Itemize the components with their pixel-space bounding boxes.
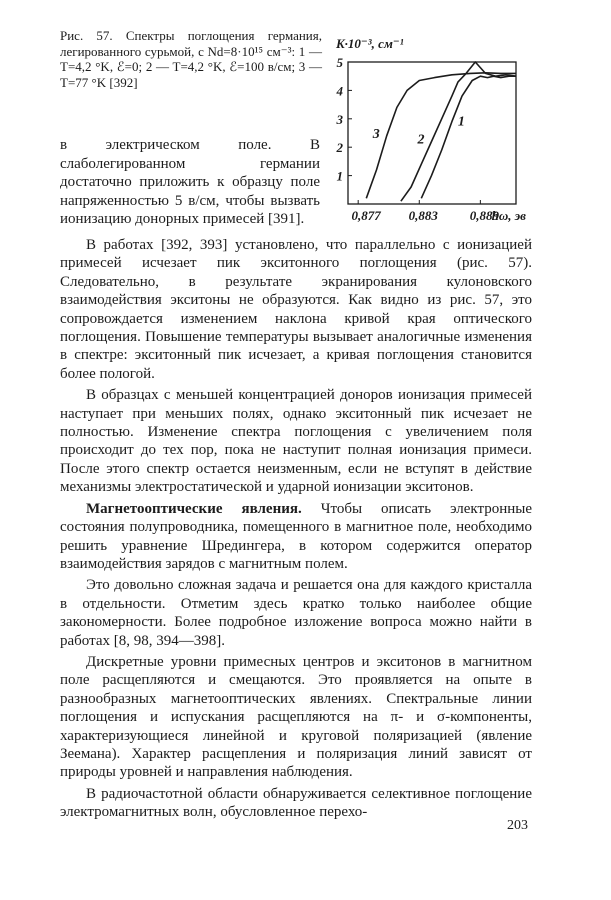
figure-caption: Рис. 57. Спектры поглощения германия, легированного сурьмой, с Nd=8·10¹⁵ см⁻³: 1 — T=4,2 °K, ℰ=0; 2 — T=4,2 °K, ℰ=100 в/см; 3 — T=77 °K [392] xyxy=(60,28,322,90)
chart-labels xyxy=(335,36,526,223)
y-tick-label-4: 4 xyxy=(336,83,343,99)
paragraph-3-text: Чтобы описать электронные состояния полупроводника, помещенного в магнитное поле, необходимо решить уравнение Шредингера, в котором содержится оператор взаимодействия зарядов с магнитным полем. xyxy=(60,500,532,572)
paragraph-5 xyxy=(60,653,532,782)
x-axis-label: ħω, эв xyxy=(491,208,526,223)
page-number: 203 xyxy=(507,818,528,833)
paragraph-2-text: В образцах с меньшей концентрацией доноров ионизация примесей наступает при меньших полях, однако экситонный пик исчезает не полностью. Изменение спектра поглощения с увеличением поля происходит до тех пор, пока не наступит полная ионизация примеси. После этого спектр остается неизменным, если не вступят в действие механизмы электростатической и ударной ионизации экситонов. xyxy=(60,387,532,496)
curve-3 xyxy=(366,73,516,199)
y-tick-label-5: 5 xyxy=(336,55,343,70)
absorption-spectrum-chart xyxy=(326,32,526,228)
side-paragraph: в электрическом поле. В слаболегированном германии достаточно приложить к образцу поле напряженностью 5 в/см, чтобы вызвать ионизацию донорных примесей [391]. xyxy=(60,137,320,227)
x-tick-label-2: 0,889 xyxy=(469,208,499,223)
paragraph-5-text: Дискретные уровни примесных центров и экситонов в магнитном поле расщепляются и смещаются. Это проявляется на опыте в разнообразных магнетооптических явлениях. Спектральные линии поглощения и испускания расщепляются на π- и σ-компоненты, характеризующиеся линейной и круговой поляризацией (явление Зеемана). Характер расщепления и поляризация линий зависят от природы уровней и направления наблюдения. xyxy=(60,653,532,781)
curve-label-3: 3 xyxy=(372,126,380,142)
y-axis-label: K·10⁻³, см⁻¹ xyxy=(336,36,404,51)
y-tick-label-2: 2 xyxy=(336,140,343,156)
paragraph-6-text: В радиочастотной области обнаруживается селективное поглощение электромагнитных волн, обусловленное перехо- xyxy=(60,785,532,821)
paragraph-4 xyxy=(60,576,532,650)
curve-1 xyxy=(421,76,516,198)
x-tick-label-1: 0,883 xyxy=(408,208,438,223)
x-tick-label-0: 0,877 xyxy=(351,208,381,223)
curve-label-2: 2 xyxy=(417,132,425,148)
chart-curves xyxy=(366,62,516,201)
paragraph-1-text: В работах [392, 393] установлено, что параллельно с ионизацией примесей исчезает пик экситонного поглощения (рис. 57). Следовательно, в результате экранирования кулоновского взаимодействия экситоны не образуются. Как видно из рис. 57, это сопровождается изменением наклона кривой края оптического поглощения. Повышение температуры вызывает аналогичные изменения в спектре: экситонный пик исчезает, а кривая поглощения становится более пологой. xyxy=(60,237,532,382)
main-text xyxy=(60,236,532,825)
paragraph-6 xyxy=(60,785,532,822)
paragraph-1 xyxy=(60,236,532,383)
paragraph-2 xyxy=(60,386,532,496)
paragraph-4-text: Это довольно сложная задача и решается она для каждого кристалла в отдельности. Отметим здесь кратко только наиболее общие закономерности. Более подробное изложение вопроса можно найти в работах [8, 98, 394—398]. xyxy=(60,577,532,649)
section-heading: Магнетооптические явления. xyxy=(86,500,302,517)
y-tick-label-1: 1 xyxy=(336,168,343,184)
paragraph-3 xyxy=(60,500,532,574)
curve-label-1: 1 xyxy=(457,114,465,130)
y-tick-label-3: 3 xyxy=(336,111,343,127)
